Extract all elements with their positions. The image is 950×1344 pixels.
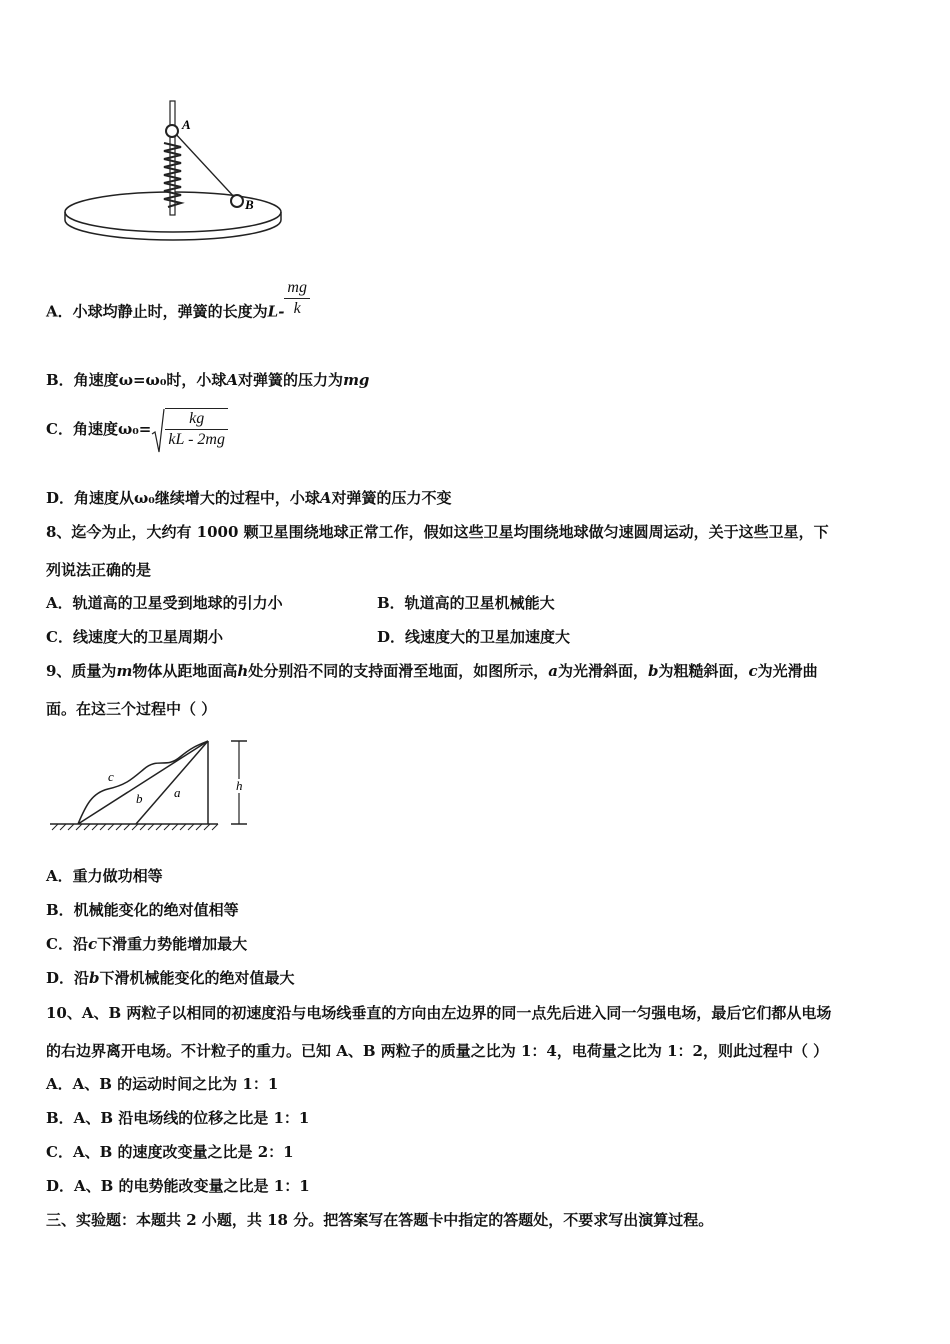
q9-option-a[interactable]: A．重力做功相等 <box>46 867 163 885</box>
q9-option-c[interactable]: C．沿c下滑重力势能增加最大 <box>46 935 248 953</box>
ball-b <box>231 195 243 207</box>
q7-option-d[interactable]: D．角速度从ω₀继续增大的过程中，小球A对弹簧的压力不变 <box>46 489 452 507</box>
q8-option-b[interactable]: B．轨道高的卫星机械能大 <box>377 594 555 612</box>
q10-option-c[interactable]: C．A、B 的速度改变量之比是 2：1 <box>46 1143 294 1161</box>
q7-option-b[interactable]: B．角速度ω=ω₀时，小球A对弹簧的压力为mg <box>46 371 370 389</box>
q7-option-a[interactable]: A．小球均静止时，弹簧的长度为L- $\frac{mg}{k}$ <box>46 292 310 333</box>
q10-option-a[interactable]: A．A、B 的运动时间之比为 1：1 <box>46 1075 279 1093</box>
sqrt-expression: $\frac{kg}{kL - 2mg}$ <box>151 408 228 450</box>
connecting-rod <box>173 131 236 199</box>
label-a: a <box>174 785 181 800</box>
slopes-figure <box>46 735 266 837</box>
label-c: c <box>108 769 114 784</box>
label-a: A <box>182 117 191 132</box>
q10-option-d[interactable]: D．A、B 的电势能改变量之比是 1：1 <box>46 1177 310 1195</box>
q9-stem-line2: 面。在这三个过程中（ ） <box>46 700 217 718</box>
q9-option-d[interactable]: D．沿b下滑机械能变化的绝对值最大 <box>46 969 295 987</box>
label-b: B <box>245 197 254 212</box>
slope-b <box>78 741 208 824</box>
q8-option-d[interactable]: D．线速度大的卫星加速度大 <box>377 628 571 646</box>
q7-option-c[interactable]: C．角速度ω₀= $\frac{kg}{kL - 2mg}$ <box>46 408 228 450</box>
q10-option-b[interactable]: B．A、B 沿电场线的位移之比是 1：1 <box>46 1109 310 1127</box>
q10-stem-line1: 10、A、B 两粒子以相同的初速度沿与电场线垂直的方向由左边界的同一点先后进入同一匀强电场，最后它们都从电场 <box>46 1004 832 1022</box>
q9-option-b[interactable]: B．机械能变化的绝对值相等 <box>46 901 239 919</box>
q8-option-a[interactable]: A．轨道高的卫星受到地球的引力小 <box>46 594 283 612</box>
section3-heading: 三、实验题：本题共 2 小题，共 18 分。把答案写在答题卡中指定的答题处，不要求写出演算过程。 <box>46 1211 714 1229</box>
q8-stem-line1: 8、迄今为止，大约有 1000 颗卫星围绕地球正常工作，假如这些卫星均围绕地球做匀速圆周运动，关于这些卫星，下 <box>46 523 829 541</box>
q10-stem-line2: 的右边界离开电场。不计粒子的重力。已知 A、B 两粒子的质量之比为 1：4，电荷量之比为 1：2，则此过程中（ ） <box>46 1042 829 1060</box>
slope-a <box>136 741 208 824</box>
q9-stem-line1: 9、质量为m物体从距地面高h处分别沿不同的支持面滑至地面，如图所示，a为光滑斜面，b为粗糙斜面，c为光滑曲 <box>46 662 818 680</box>
label-b: b <box>136 791 143 806</box>
fraction-mg-over-k: $\frac{mg}{k}$ <box>284 278 310 319</box>
spring-rotation-figure <box>60 95 295 250</box>
q8-option-c[interactable]: C．线速度大的卫星周期小 <box>46 628 223 646</box>
q8-stem-line2: 列说法正确的是 <box>46 561 152 579</box>
label-h: h <box>236 778 243 793</box>
ball-a <box>166 125 178 137</box>
